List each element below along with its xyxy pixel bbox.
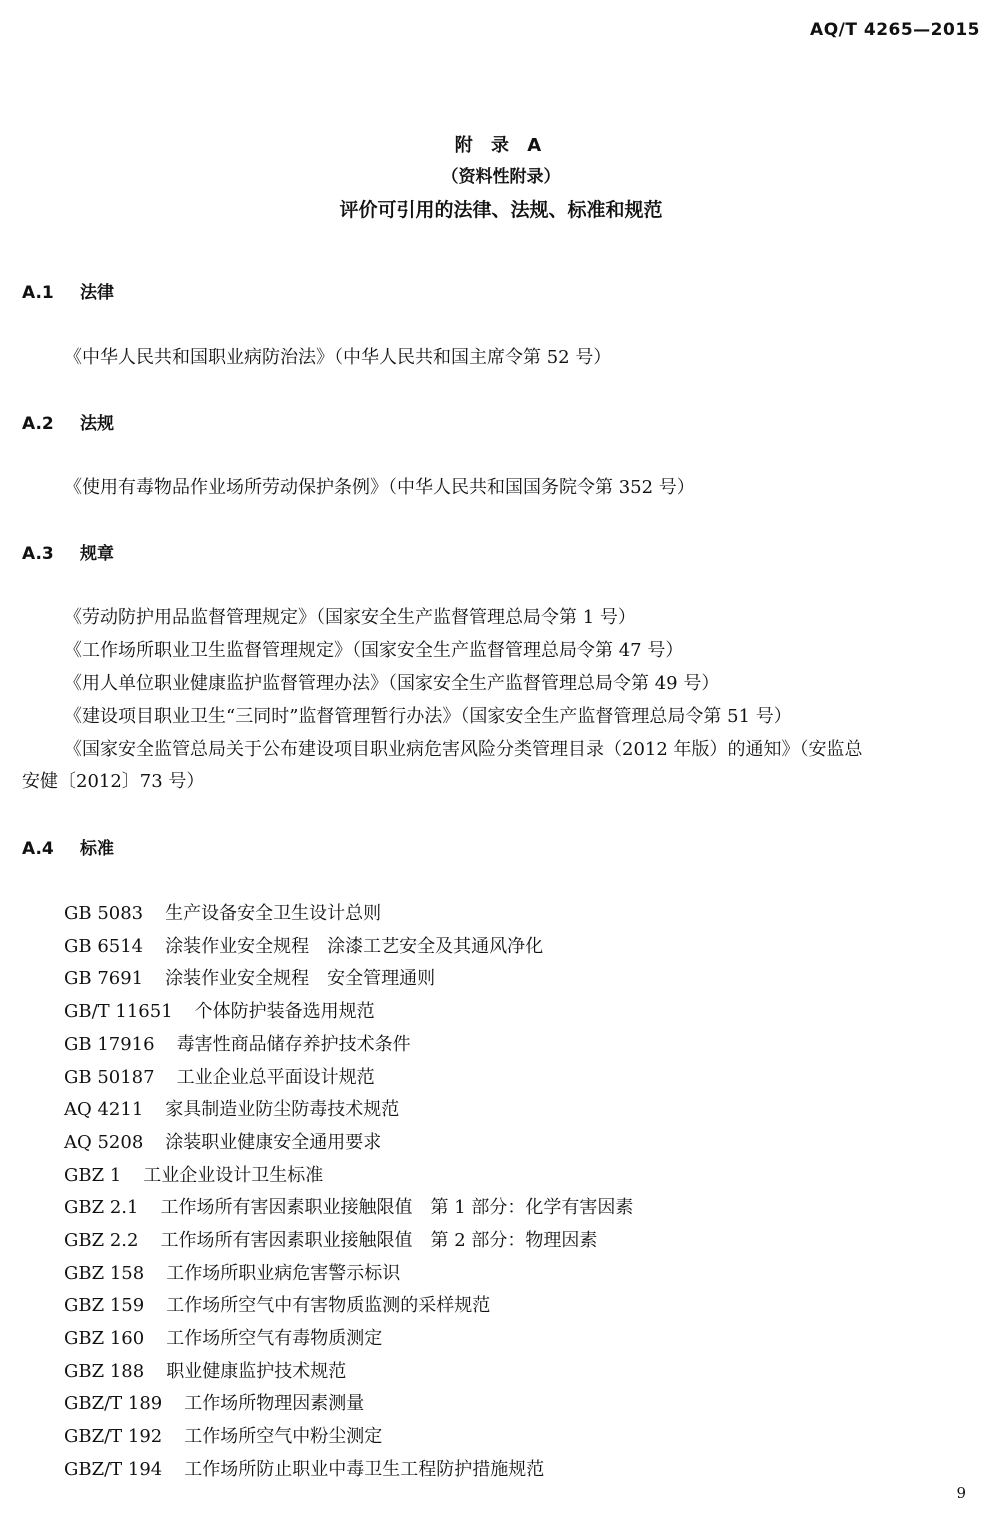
section-heading-a4 bbox=[22, 834, 114, 859]
rule-item: 《用人单位职业健康监护监督管理办法》（国家安全生产监督管理总局令第 49 号） bbox=[64, 673, 720, 694]
standard-code: GB 7691 bbox=[64, 968, 144, 989]
section-title: 标准 bbox=[80, 839, 114, 859]
standard-name: 涂装作业安全规程 涂漆工艺安全及其通风净化 bbox=[165, 936, 544, 957]
standard-code: GBZ 188 bbox=[64, 1361, 145, 1382]
standard-code: GBZ 1 bbox=[64, 1165, 122, 1186]
standard-name: 涂装职业健康安全通用要求 bbox=[165, 1132, 382, 1153]
rule-item: 《国家安全监管总局关于公布建设项目职业病危害风险分类管理目录（2012 年版）的通知》（安监总 bbox=[64, 739, 863, 760]
standard-item bbox=[64, 1063, 375, 1089]
standard-item bbox=[64, 1324, 382, 1350]
standard-name: 涂装作业安全规程 安全管理通则 bbox=[165, 968, 436, 989]
standard-code: GB 5083 bbox=[64, 903, 144, 924]
standard-name: 工业企业设计卫生标准 bbox=[143, 1165, 324, 1186]
standard-item bbox=[64, 1193, 633, 1219]
section-heading-a1 bbox=[22, 278, 114, 303]
document-code: AQ/T 4265—2015 bbox=[810, 20, 980, 40]
standard-name: 工作场所有害因素职业接触限值 第 1 部分：化学有害因素 bbox=[160, 1197, 634, 1218]
standard-name: 工作场所空气中粉尘测定 bbox=[184, 1426, 383, 1447]
standard-code: GBZ 160 bbox=[64, 1328, 145, 1349]
standard-name: 工作场所空气中有害物质监测的采样规范 bbox=[166, 1295, 491, 1316]
standard-code: GBZ 2.2 bbox=[64, 1230, 139, 1251]
standard-name: 工作场所防止职业中毒卫生工程防护措施规范 bbox=[184, 1459, 545, 1480]
appendix-title: 评价可引用的法律、法规、标准和规范 bbox=[339, 199, 663, 221]
law-item: 《中华人民共和国职业病防治法》（中华人民共和国主席令第 52 号） bbox=[64, 347, 612, 368]
standard-name: 工作场所职业病危害警示标识 bbox=[166, 1263, 401, 1284]
standard-name: 职业健康监护技术规范 bbox=[166, 1361, 347, 1382]
standard-name: 工业企业总平面设计规范 bbox=[176, 1067, 375, 1088]
standard-code: GB/T 11651 bbox=[64, 1001, 173, 1022]
standard-code: GBZ/T 189 bbox=[64, 1393, 163, 1414]
standard-item bbox=[64, 1357, 346, 1383]
rule-item-continuation: 安健〔2012〕73 号） bbox=[22, 771, 205, 792]
appendix-type: （资料性附录） bbox=[441, 167, 561, 187]
standard-item bbox=[64, 1291, 490, 1317]
appendix-label: 附 录 A bbox=[454, 135, 548, 156]
page-number: 9 bbox=[956, 1484, 966, 1502]
standard-name: 工作场所空气有毒物质测定 bbox=[166, 1328, 383, 1349]
standard-item bbox=[64, 1226, 597, 1252]
section-number: A.2 bbox=[22, 414, 54, 434]
standard-item bbox=[64, 1095, 399, 1121]
standard-name: 家具制造业防尘防毒技术规范 bbox=[165, 1099, 400, 1120]
standard-code: GBZ/T 194 bbox=[64, 1459, 163, 1480]
standard-item bbox=[64, 932, 543, 958]
standard-code: GBZ 159 bbox=[64, 1295, 145, 1316]
standard-code: AQ 5208 bbox=[64, 1132, 144, 1153]
standard-item bbox=[64, 997, 375, 1023]
standard-name: 生产设备安全卫生设计总则 bbox=[165, 903, 382, 924]
section-number: A.1 bbox=[22, 283, 54, 303]
standard-code: GB 50187 bbox=[64, 1067, 155, 1088]
standard-item bbox=[64, 1161, 323, 1187]
rule-item: 《工作场所职业卫生监督管理规定》（国家安全生产监督管理总局令第 47 号） bbox=[64, 640, 684, 661]
standard-name: 工作场所有害因素职业接触限值 第 2 部分：物理因素 bbox=[160, 1230, 598, 1251]
section-title: 法律 bbox=[80, 283, 114, 303]
section-title: 法规 bbox=[80, 414, 114, 434]
regulation-item: 《使用有毒物品作业场所劳动保护条例》（中华人民共和国国务院令第 352 号） bbox=[64, 477, 695, 498]
standard-name: 工作场所物理因素测量 bbox=[184, 1393, 365, 1414]
section-number: A.4 bbox=[22, 839, 54, 859]
standard-item bbox=[64, 1389, 364, 1415]
standard-item bbox=[64, 1422, 382, 1448]
rule-item: 《劳动防护用品监督管理规定》（国家安全生产监督管理总局令第 1 号） bbox=[64, 607, 636, 628]
standard-item bbox=[64, 1259, 400, 1285]
standard-item bbox=[64, 1455, 544, 1481]
standard-item bbox=[64, 1030, 411, 1056]
standard-code: GBZ 2.1 bbox=[64, 1197, 139, 1218]
standard-code: GB 6514 bbox=[64, 936, 144, 957]
section-title: 规章 bbox=[80, 544, 114, 564]
standard-name: 毒害性商品储存养护技术条件 bbox=[176, 1034, 411, 1055]
standard-code: GB 17916 bbox=[64, 1034, 155, 1055]
section-number: A.3 bbox=[22, 544, 54, 564]
standard-code: GBZ/T 192 bbox=[64, 1426, 163, 1447]
standard-item bbox=[64, 964, 435, 990]
rule-item: 《建设项目职业卫生“三同时”监督管理暂行办法》（国家安全生产监督管理总局令第 51 号） bbox=[64, 706, 792, 727]
section-heading-a2 bbox=[22, 409, 114, 434]
standard-code: AQ 4211 bbox=[64, 1099, 144, 1120]
standard-item bbox=[64, 1128, 381, 1154]
section-heading-a3 bbox=[22, 539, 114, 564]
standard-code: GBZ 158 bbox=[64, 1263, 145, 1284]
standard-item bbox=[64, 899, 381, 925]
standard-name: 个体防护装备选用规范 bbox=[194, 1001, 375, 1022]
